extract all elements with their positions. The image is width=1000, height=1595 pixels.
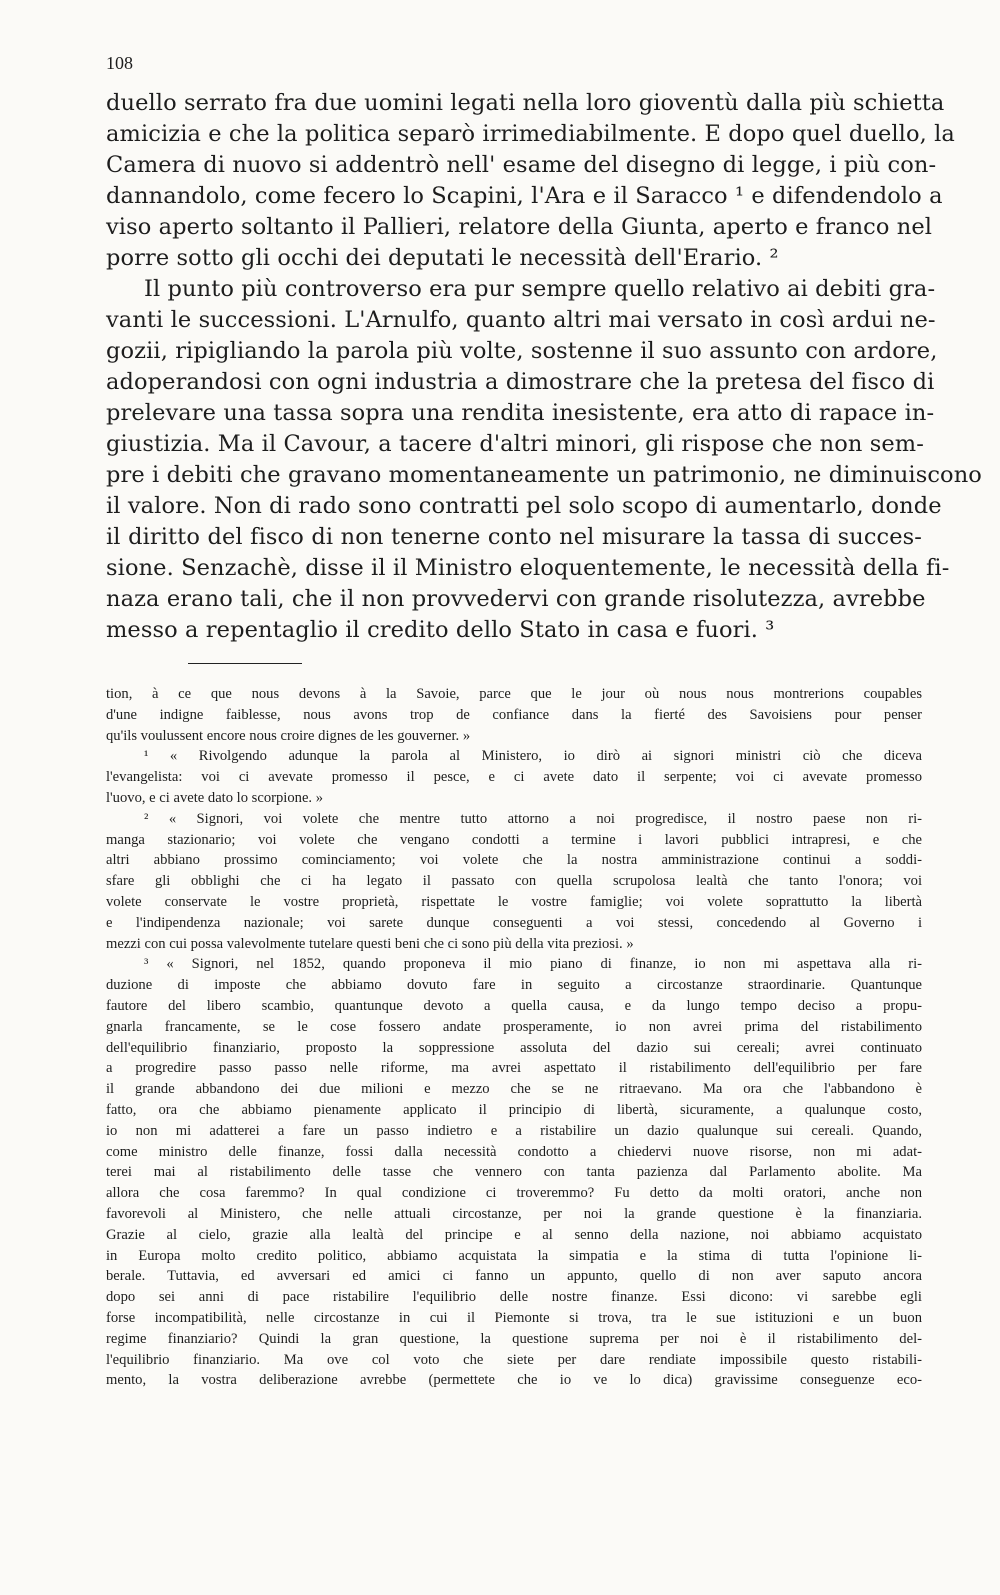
footnote-line: l'uovo, e ci avete dato lo scorpione. » <box>106 789 324 806</box>
footnote-line: Grazie al cielo, grazie alla lealtà del principe e al senno della nazione, noi abbiamo acquistato <box>106 1226 922 1243</box>
footnote-line: duzione di imposte che abbiamo dovuto fare in seguito a circostanze straordinarie. Quantunque <box>106 977 922 994</box>
footnote-line: io non mi adatterei a fare un passo indietro e a ristabilire un dazio qualunque sui cereali. Quando, <box>106 1122 922 1139</box>
text-line: dannandolo, come fecero lo Scapini, l'Ara e il Saracco ¹ e difendendolo a <box>106 183 943 209</box>
text-line: il diritto del fisco di non tenerne conto nel misurare la tassa di succes- <box>106 524 922 550</box>
footnote-line: altri abbiano prossimo cominciamento; voi volete che la nostra amministrazione continui a soddi- <box>106 852 922 869</box>
footnotes <box>106 684 922 1391</box>
footnote-line: qu'ils voulussent encore nous croire dignes de les gouverner. » <box>106 727 471 744</box>
footnote-line: a progredire passo passo nelle riforme, ma avrei aspettato il ristabilimento dell'equilibrio per fare <box>106 1060 922 1077</box>
text-line: amicizia e che la politica separò irrimediabilmente. E dopo quel duello, la <box>106 121 955 147</box>
text-line: duello serrato fra due uomini legati nella loro gioventù dalla più schietta <box>106 90 945 116</box>
text-line: prelevare una tassa sopra una rendita inesistente, era atto di rapace in- <box>106 400 935 426</box>
footnote-line: gnarla francamente, se le cose fossero andate prosperamente, io non avrei prima del ristabilimento <box>106 1018 922 1035</box>
main-text <box>106 88 982 646</box>
footnote-line: forse incompatibilità, nelle circostanze in cui il Piemonte si trova, tra le sue istituzioni e un buon <box>106 1309 922 1326</box>
text-line: messo a repentaglio il credito dello Stato in casa e fuori. ³ <box>106 617 775 643</box>
footnote-line: regime finanziario? Quindi la gran questione, la questione suprema per noi è il ristabilimento del- <box>106 1330 922 1347</box>
footnote-line: l'evangelista: voi ci avevate promesso il pesce, e ci avete dato il serpente; voi ci avevate promesso <box>106 769 922 786</box>
footnote-line: ³ « Signori, nel 1852, quando proponeva il mio piano di finanze, io non mi aspettava alla ri- <box>144 956 922 973</box>
footnote-line: fatto, ora che abbiamo pienamente applicato il principio di libertà, sicuramente, a qualunque costo, <box>106 1101 922 1118</box>
footnote-line: il grande abbandono dei due milioni e mezzo che se ne ritraevano. Ma ora che l'abbandono è <box>106 1081 922 1098</box>
text-line: pre i debiti che gravano momentaneamente un patrimonio, ne diminuiscono <box>106 462 982 488</box>
footnote-line: dell'equilibrio finanziario, proposto la soppressione assoluta del dazio sui cereali; avrei continuato <box>106 1039 922 1056</box>
footnote-line: ¹ « Rivolgendo adunque la parola al Ministero, io dirò ai signori ministri ciò che diceva <box>144 748 922 765</box>
text-line: viso aperto soltanto il Pallieri, relatore della Giunta, aperto e franco nel <box>106 214 933 240</box>
text-line: gozii, ripigliando la parola più volte, sostenne il suo assunto con ardore, <box>106 338 938 364</box>
text-line: porre sotto gli occhi dei deputati le necessità dell'Erario. ² <box>106 245 779 271</box>
footnote-line: come ministro delle finanze, fossi dalla necessità condotto a chiedervi nuove risorse, non mi adat- <box>106 1143 922 1160</box>
footnote-line: l'equilibrio finanziario. Ma ove col voto che siete per dare rendiate impossibile questo ristabili- <box>106 1351 922 1368</box>
footnote-line: tion, à ce que nous devons à la Savoie, parce que le jour où nous nous montrerions coupables <box>106 686 922 702</box>
text-line: Camera di nuovo si addentrò nell' esame del disegno di legge, i più con- <box>106 152 937 178</box>
footnote-line: terei mai al ristabilimento delle tasse che vennero con tanta pazienza dal Parlamento abolite. Ma <box>106 1164 922 1181</box>
text-line: naza erano tali, che il non provvedervi con grande risolutezza, avrebbe <box>106 586 926 612</box>
footnote-line: in Europa molto credito politico, abbiamo acquistata la simpatia e la stima di tutta l'opinione li- <box>106 1247 922 1264</box>
footnote-line: d'une indigne faiblesse, nous avons trop de confiance dans la fierté des Savoisiens pour penser <box>106 706 922 723</box>
footnote-line: ² « Signori, voi volete che mentre tutto attorno a noi progredisce, il nostro paese non ri- <box>144 810 922 827</box>
footnote-line: fautore del libero scambio, quantunque devoto a quella causa, e da lungo tempo deciso a propu- <box>106 997 922 1014</box>
footnote-line: e l'indipendenza nazionale; voi sarete dunque conseguenti a voi stessi, concedendo al Governo i <box>106 914 922 931</box>
footnote-line: berale. Tuttavia, ed avversari ed amici ci fanno un appunto, quello di non aver saputo ancora <box>106 1268 922 1285</box>
footnote-line: mento, la vostra deliberazione avrebbe (permettete che io ve lo dica) gravissime conseguenze eco- <box>106 1372 922 1389</box>
footnote-divider <box>188 663 302 664</box>
footnote-line: manga stazionario; voi volete che vengano condotti a termine i lavori pubblici intrapresi, e che <box>106 831 922 848</box>
text-line: il valore. Non di rado sono contratti pel solo scopo di aumentarlo, donde <box>106 493 942 519</box>
footnote-line: volete conservate le vostre proprietà, rispettate le vostre famiglie; voi volete soprattutto la libertà <box>106 893 922 910</box>
page-number: 108 <box>106 53 133 73</box>
text-line: vanti le successioni. L'Arnulfo, quanto altri mai versato in così ardui ne- <box>106 307 936 333</box>
footnote-line: allora che cosa faremmo? In qual condizione ci troveremmo? Fu detto da molti oratori, anche non <box>106 1185 922 1202</box>
footnote-line: mezzi con cui possa valevolmente tutelare questi beni che ci sono più della vita preziosi. » <box>106 935 634 952</box>
text-line: sione. Senzachè, disse il il Ministro eloquentemente, le necessità della fi- <box>106 555 950 581</box>
text-line: giustizia. Ma il Cavour, a tacere d'altri minori, gli rispose che non sem- <box>106 431 924 457</box>
text-line: Il punto più controverso era pur sempre quello relativo ai debiti gra- <box>144 276 936 302</box>
footnote-line: dopo sei anni di pace ristabilire l'equilibrio delle nostre finanze. Essi dicono: vi sarebbe egli <box>106 1289 922 1306</box>
footnote-line: sfare gli obblighi che ci ha legato il passato con quella scrupolosa lealtà che tanto l'onora; voi <box>106 873 922 890</box>
footnote-line: favorevoli al Ministero, che nelle attuali circostanze, per noi la grande questione è la finanziaria. <box>106 1205 922 1222</box>
text-line: adoperandosi con ogni industria a dimostrare che la pretesa del fisco di <box>106 369 935 395</box>
